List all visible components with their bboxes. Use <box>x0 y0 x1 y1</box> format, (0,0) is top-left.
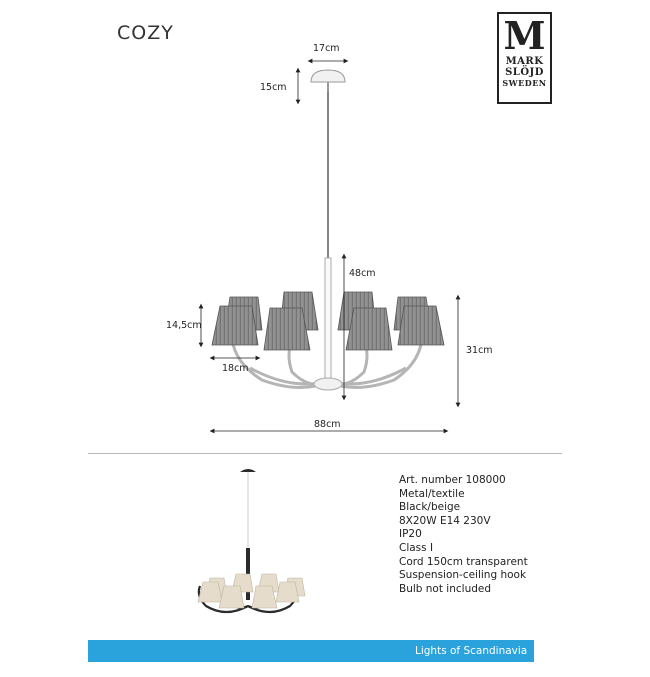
dim-drop-height: 48cm <box>349 268 376 279</box>
spec-item: Black/beige <box>399 501 461 514</box>
dim-total-width: 88cm <box>314 419 341 430</box>
spec-item: Cord 150cm transparent <box>399 555 528 568</box>
footer-text: Lights of Scandinavia <box>415 645 528 657</box>
dim-canopy-height: 15cm <box>260 82 287 93</box>
stem <box>325 258 331 378</box>
canopy <box>311 70 345 82</box>
logo-letter: M <box>503 13 546 58</box>
logo-word-3: SWEDEN <box>502 78 547 88</box>
spec-list <box>399 474 528 596</box>
spec-item: 8X20W E14 230V <box>399 514 491 527</box>
product-photo <box>198 469 305 612</box>
logo-word-2: SLÖJD <box>505 67 544 78</box>
dim-canopy-width: 17cm <box>313 43 340 54</box>
product-title: COZY <box>117 22 174 44</box>
shade-front-4 <box>398 306 444 345</box>
spec-item: Metal/textile <box>399 487 465 500</box>
footer-banner <box>88 640 534 662</box>
spec-item: Art. number 108000 <box>399 474 506 486</box>
shade-front-3 <box>346 308 392 350</box>
spec-item: Suspension-ceiling hook <box>399 569 527 582</box>
dim-body-height: 31cm <box>466 345 493 356</box>
section-divider <box>88 453 562 454</box>
dim-shade-height: 14,5cm <box>166 320 202 331</box>
shade-front-2 <box>264 308 310 350</box>
shade-front-1 <box>212 306 258 345</box>
spec-item: Class I <box>399 541 434 554</box>
spec-item: IP20 <box>399 528 422 541</box>
spec-item: Bulb not included <box>399 582 492 595</box>
dim-shade-width: 18cm <box>222 363 249 374</box>
logo-word-1: MARK <box>505 56 544 67</box>
